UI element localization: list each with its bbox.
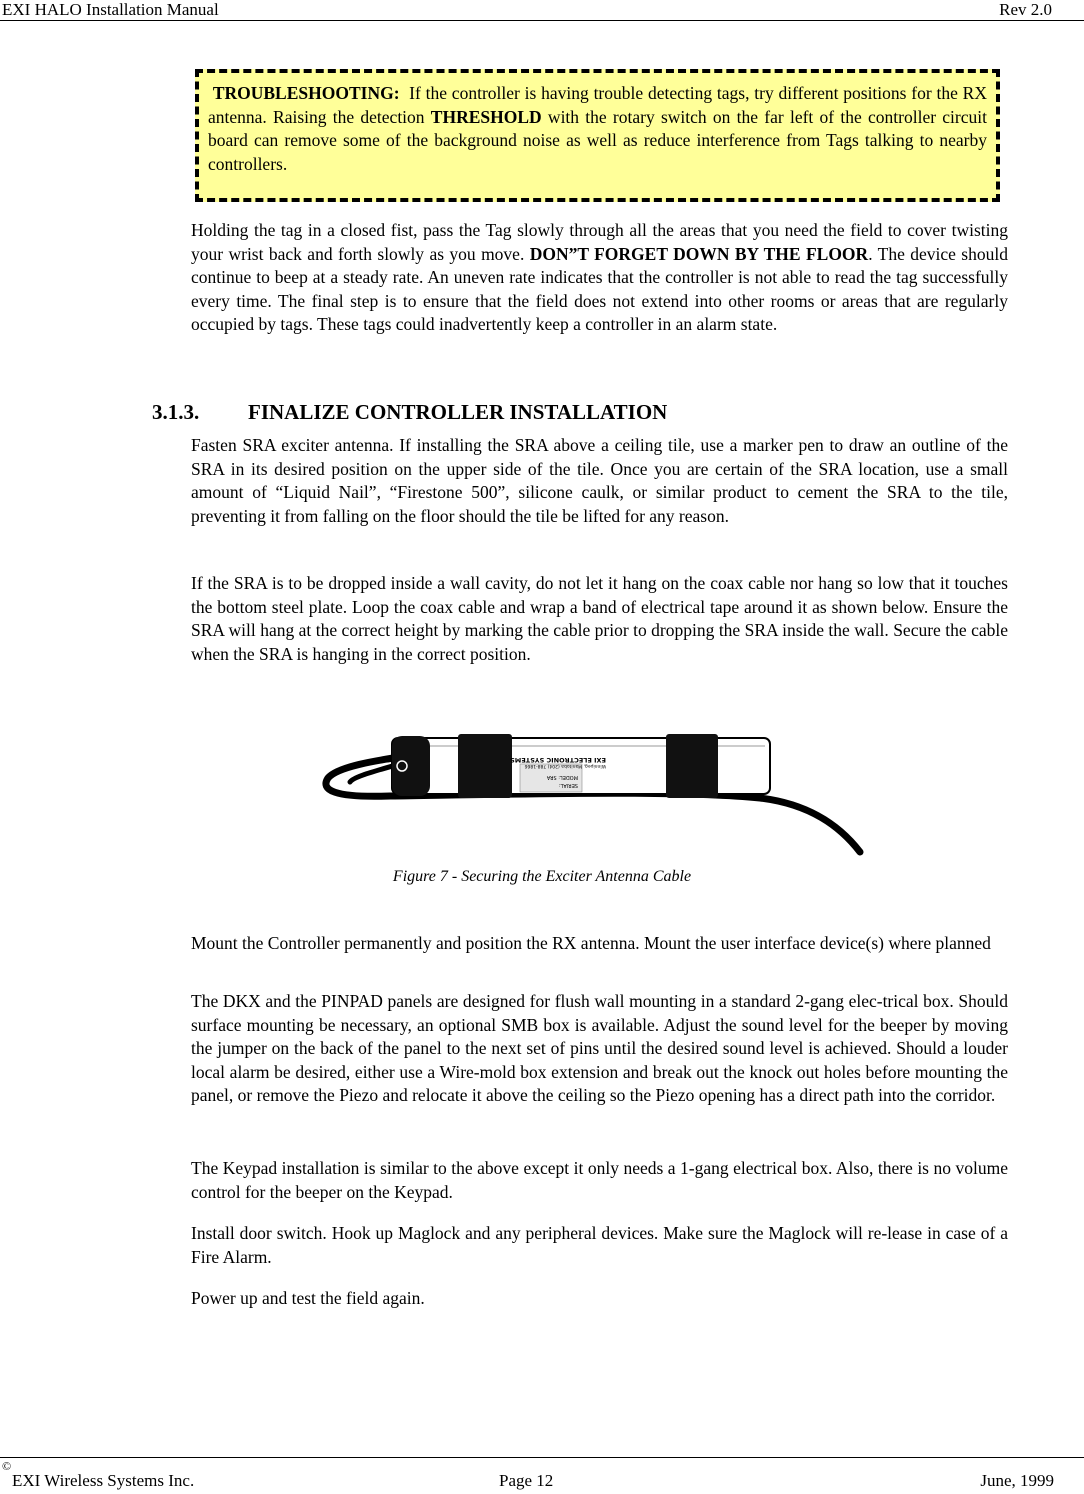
paragraph-fasten-sra: Fasten SRA exciter antenna. If installing the SRA above a ceiling tile, use a marker pen to draw an outline of the SRA in its desired position on the upper side of the tile. Once you are certain of the SRA location, use a small amount of “Liquid Nail”, “Firestone 500”, silicone caulk, or similar product to cement the SRA to the tile, preventing it from falling on the floor should the tile be lifted for any reason. bbox=[191, 435, 1008, 526]
footer-date: June, 1999 bbox=[980, 1471, 1054, 1490]
paragraph-wall-cavity: If the SRA is to be dropped inside a wall cavity, do not let it hang on the coax cable nor hang so low that it touches the bottom steel plate. Loop the coax cable and wrap a band of electrical tape around it as shown below. Ensure the SRA will hang at the correct height by marking the cable prior to dropping the SRA inside the wall. Secure the cable when the SRA is hanging in the correct position. bbox=[191, 573, 1008, 664]
troubleshooting-text-b: with the rotary switch on the far left of the controller circuit board can remove some of the background noise as well as reduce interference from Tags talking to nearby controllers. bbox=[208, 106, 987, 174]
header-manual-title: EXI HALO Installation Manual bbox=[2, 0, 219, 19]
footer-company: EXI Wireless Systems Inc. bbox=[12, 1471, 195, 1490]
section-heading bbox=[152, 400, 667, 425]
paragraph-keypad: The Keypad installation is similar to the above except it only needs a 1-gang electrical box. Also, there is no volume control for the beeper on the Keypad. bbox=[191, 1158, 1008, 1202]
floor-warning: DON”T FORGET DOWN BY THE FLOOR bbox=[529, 243, 869, 264]
tape-band-left bbox=[458, 734, 512, 798]
label-address: Winnipeg, Manitoba (204) 788-1866 bbox=[524, 763, 606, 768]
section-title: FINALIZE CONTROLLER INSTALLATION bbox=[248, 400, 668, 424]
sra-antenna-figure bbox=[320, 726, 865, 858]
troubleshooting-box bbox=[195, 69, 1000, 202]
paragraph-tag-test-text-b: . The device should continue to beep at a steady rate. An uneven rate indicates that the controller is not able to read the tag successfully every time. The final step is to ensure that the field does not extend into other rooms or areas that are regularly occupied by tags. These tags could inadvertently keep a controller in an alarm state. bbox=[191, 243, 1008, 335]
page-header bbox=[0, 0, 1084, 21]
section-number: 3.1.3. bbox=[152, 400, 200, 424]
paragraph-door-switch: Install door switch. Hook up Maglock and any peripheral devices. Make sure the Maglock will re-lease in case of a Fire Alarm. bbox=[191, 1223, 1008, 1267]
label-model: MODEL: SRA bbox=[546, 774, 578, 780]
copyright-symbol: © bbox=[2, 1459, 12, 1473]
label-company: EXI ELECTRONIC SYSTEMS bbox=[510, 756, 606, 764]
footer-page-number: Page 12 bbox=[499, 1471, 554, 1490]
tape-band-right bbox=[666, 734, 718, 798]
troubleshooting-text-a: If the controller is having trouble detecting tags, try different positions for the RX antenna. Raising the detection bbox=[208, 83, 987, 127]
header-revision: Rev 2.0 bbox=[999, 0, 1052, 19]
paragraph-tag-test-text-a: Holding the tag in a closed fist, pass the Tag slowly through all the areas that you need the field to cover twisting your wrist back and forth slowly as you move. bbox=[191, 220, 1008, 264]
figure-caption: Figure 7 - Securing the Exciter Antenna Cable bbox=[392, 868, 692, 885]
label-serial: SERIAL: bbox=[558, 782, 578, 788]
paragraph-mount-controller: Mount the Controller permanently and position the RX antenna. Mount the user interface device(s) where planned bbox=[191, 933, 991, 953]
paragraph-power-up: Power up and test the field again. bbox=[191, 1288, 425, 1308]
paragraph-tag-test bbox=[191, 219, 1008, 337]
paragraph-dkx-pinpad: The DKX and the PINPAD panels are designed for flush wall mounting in a standard 2-gang elec-trical box. Should surface mounting be necessary, an optional SMB box is available. Adjust the sound level for the beeper by moving the jumper on the back of the panel to the next set of pins until the desired sound level is achieved. Should a louder local alarm be desired, either use a Wire-mold box extension and break out the knock out holes before mounting the panel, or remove the Piezo and relocate it above the ceiling so the Piezo opening has a direct path into the corridor. bbox=[191, 991, 1008, 1106]
troubleshooting-label: TROUBLESHOOTING: bbox=[212, 83, 400, 103]
threshold-keyword: THRESHOLD bbox=[430, 106, 542, 127]
page-footer bbox=[0, 1457, 1084, 1494]
